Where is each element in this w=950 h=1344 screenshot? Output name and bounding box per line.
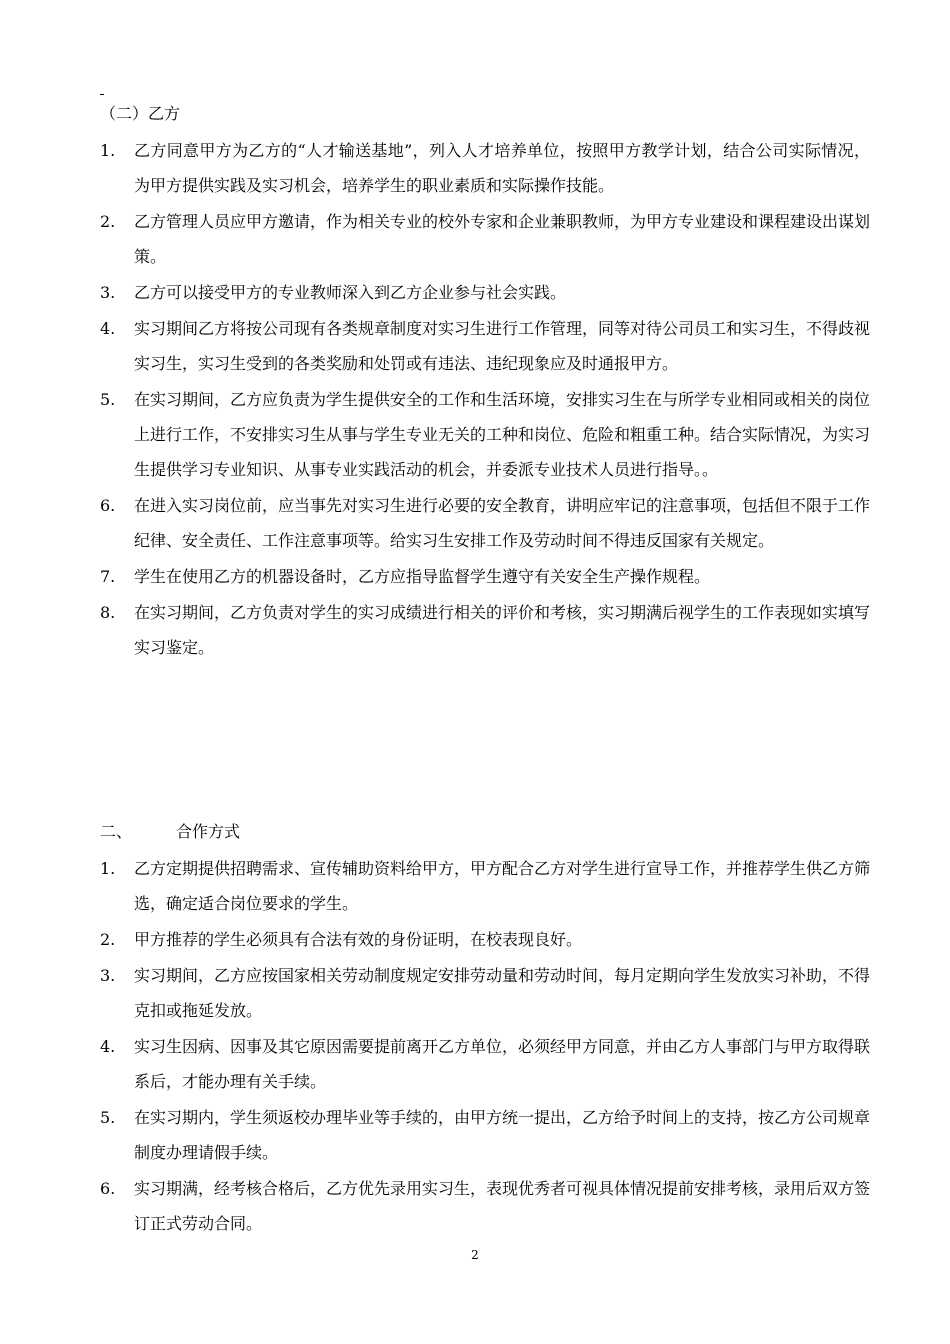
list-item xyxy=(100,595,870,665)
list-item xyxy=(100,958,870,1028)
list-item-number: 6. xyxy=(100,496,116,515)
list-item-number: 4. xyxy=(100,1037,116,1056)
list-item-number: 2. xyxy=(100,930,116,949)
list-item xyxy=(100,559,870,594)
list-item-text: 在进入实习岗位前，应当事先对实习生进行必要的安全教育，讲明应牢记的注意事项，包括但不限于工作纪律、安全责任、工作注意事项等。给实习生安排工作及劳动时间不得违反国家有关规定。 xyxy=(134,496,871,550)
list-item xyxy=(100,1100,870,1170)
header-mark xyxy=(100,94,104,95)
list-item-number: 8. xyxy=(100,603,116,622)
list-item xyxy=(100,382,870,487)
list-item-number: 4. xyxy=(100,319,116,338)
list-item-number: 3. xyxy=(100,283,116,302)
list-item-text: 乙方可以接受甲方的专业教师深入到乙方企业参与社会实践。 xyxy=(134,283,567,302)
section-heading-party-b xyxy=(100,102,180,126)
list-item-number: 7. xyxy=(100,567,116,586)
section-heading-party-b-text: （二）乙方 xyxy=(100,104,181,123)
list-item-number: 5. xyxy=(100,390,116,409)
section-heading-cooperation-text: 合作方式 xyxy=(176,822,241,841)
list-item-number: 5. xyxy=(100,1108,116,1127)
list-item xyxy=(100,311,870,381)
list-item xyxy=(100,275,870,310)
list-item xyxy=(100,922,870,957)
list-item-number: 1. xyxy=(100,859,116,878)
list-item-number: 2. xyxy=(100,212,116,231)
list-item-text: 实习期满，经考核合格后，乙方优先录用实习生，表现优秀者可视具体情况提前安排考核，录用后双方签订正式劳动合同。 xyxy=(134,1179,871,1233)
list-item-text: 实习生因病、因事及其它原因需要提前离开乙方单位，必须经甲方同意，并由乙方人事部门与甲方取得联系后，才能办理有关手续。 xyxy=(134,1037,871,1091)
list-item-text: 实习期间，乙方应按国家相关劳动制度规定安排劳动量和劳动时间，每月定期向学生发放实习补助，不得克扣或拖延发放。 xyxy=(134,966,871,1020)
list-item xyxy=(100,1171,870,1241)
list-item-text: 甲方推荐的学生必须具有合法有效的身份证明，在校表现良好。 xyxy=(134,930,583,949)
list-item-text: 实习期间乙方将按公司现有各类规章制度对实习生进行工作管理，同等对待公司员工和实习生，不得歧视实习生，实习生受到的各类奖励和处罚或有违法、违纪现象应及时通报甲方。 xyxy=(134,319,871,373)
list-item xyxy=(100,1029,870,1099)
list-item xyxy=(100,133,870,203)
list-item-text: 在实习期内，学生须返校办理毕业等手续的，由甲方统一提出，乙方给予时间上的支持，按乙方公司规章制度办理请假手续。 xyxy=(134,1108,871,1162)
page-number: 2 xyxy=(471,1248,479,1262)
list-item-number: 6. xyxy=(100,1179,116,1198)
section-heading-number: 二、 xyxy=(100,822,133,841)
cooperation-list xyxy=(100,851,870,1242)
list-item xyxy=(100,488,870,558)
list-item-text: 在实习期间，乙方应负责为学生提供安全的工作和生活环境，安排实习生在与所学专业相同或相关的岗位上进行工作，不安排实习生从事与学生专业无关的工种和岗位、危险和粗重工种。结合实际情况，为实习生提供学习专业知识、从事专业实践活动的机会，并委派专业技术人员进行指导。。 xyxy=(134,390,871,479)
list-item-text: 乙方管理人员应甲方邀请，作为相关专业的校外专家和企业兼职教师，为甲方专业建设和课程建设出谋划策。 xyxy=(134,212,871,266)
list-item-text: 乙方定期提供招聘需求、宣传辅助资料给甲方，甲方配合乙方对学生进行宣导工作，并推荐学生供乙方筛选，确定适合岗位要求的学生。 xyxy=(134,859,871,913)
list-item xyxy=(100,204,870,274)
list-item-text: 学生在使用乙方的机器设备时，乙方应指导监督学生遵守有关安全生产操作规程。 xyxy=(134,567,711,586)
list-item-text: 乙方同意甲方为乙方的“人才输送基地”，列入人才培养单位，按照甲方教学计划，结合公司实际情况，为甲方提供实践及实习机会，培养学生的职业素质和实际操作技能。 xyxy=(134,141,870,195)
list-item-text: 在实习期间，乙方负责对学生的实习成绩进行相关的评价和考核，实习期满后视学生的工作表现如实填写实习鉴定。 xyxy=(134,603,871,657)
list-item xyxy=(100,851,870,921)
party-b-obligations-list xyxy=(100,133,870,666)
section-heading-cooperation xyxy=(100,820,240,844)
list-item-number: 3. xyxy=(100,966,116,985)
list-item-number: 1. xyxy=(100,141,116,160)
